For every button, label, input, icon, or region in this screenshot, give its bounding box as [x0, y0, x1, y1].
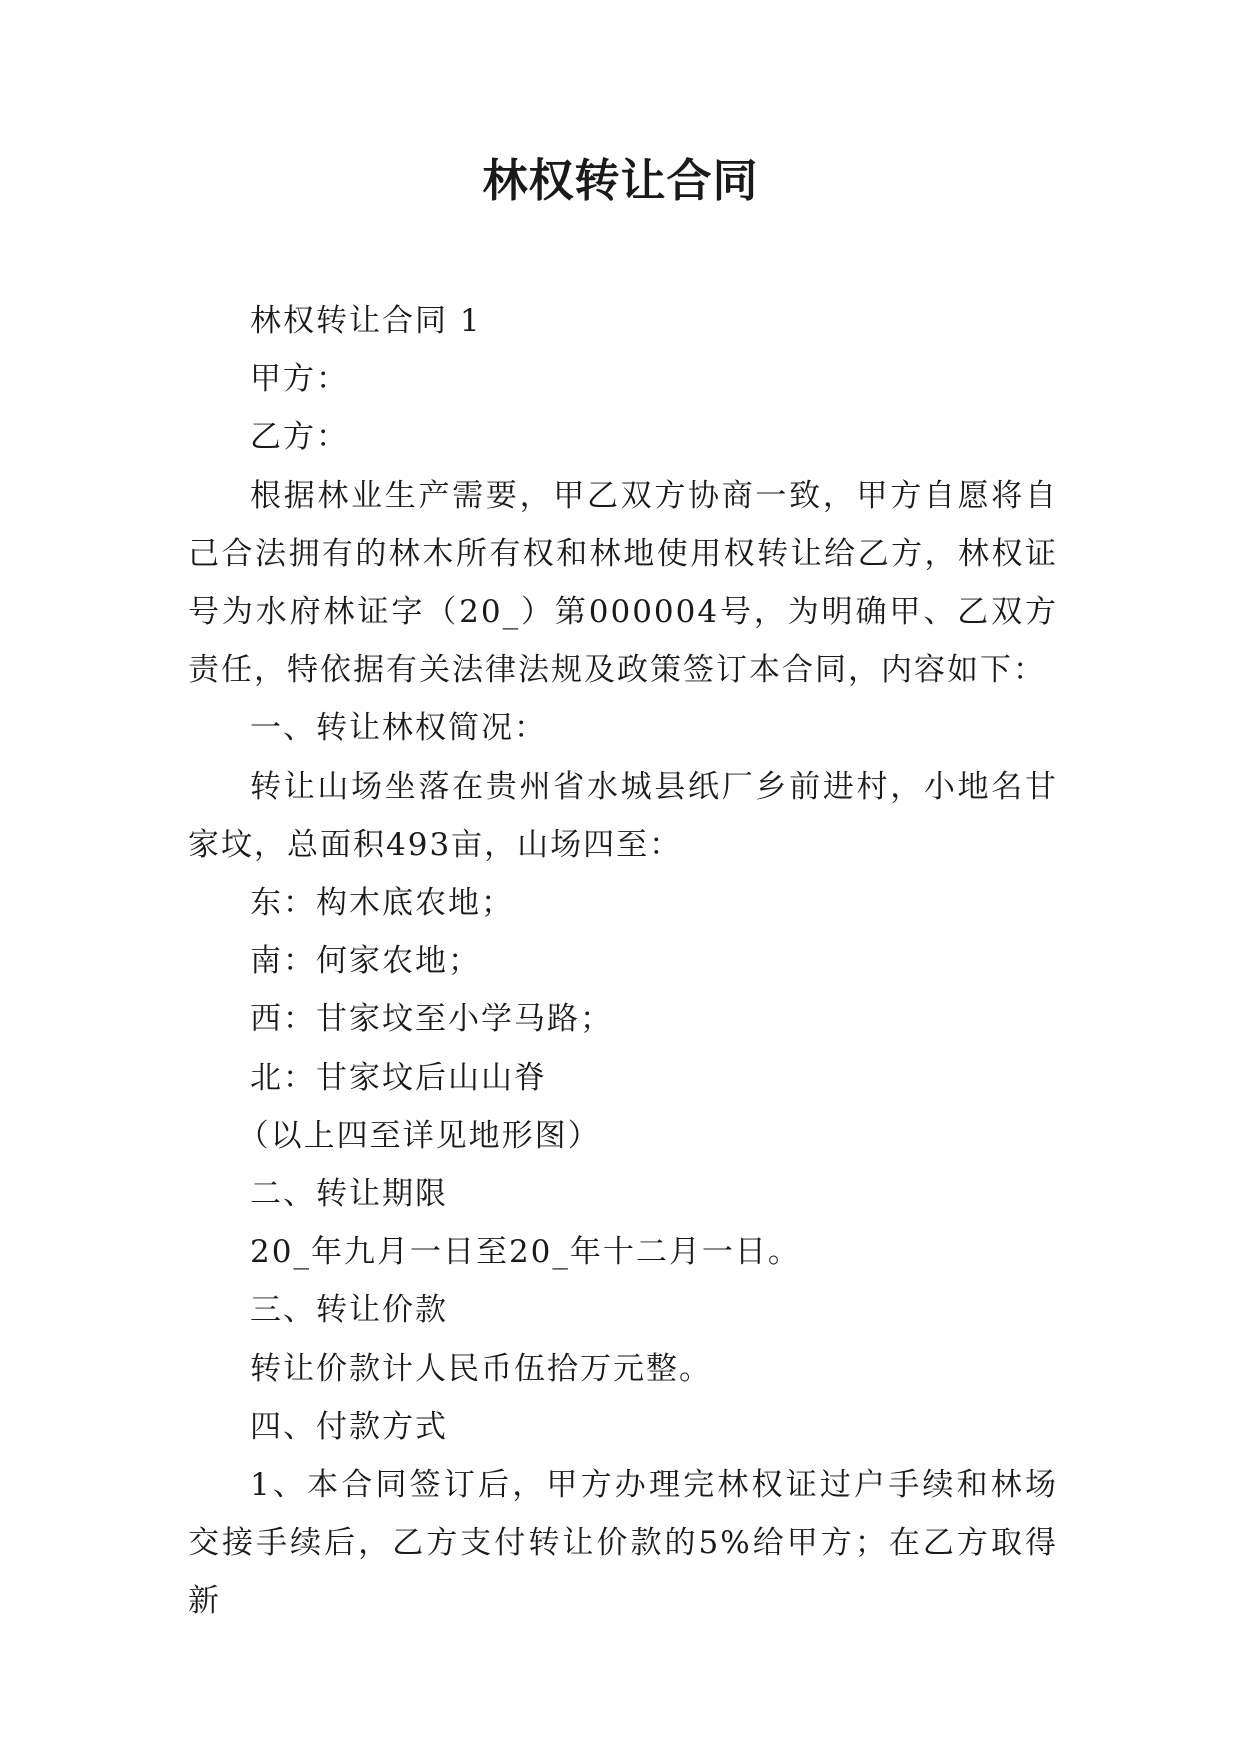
transfer-period: 20_年九月一日至20_年十二月一日。 [250, 1234, 801, 1271]
section-heading-1: 一、转让林权简况： [250, 710, 547, 747]
section-heading-4: 四、付款方式 [250, 1408, 448, 1445]
payment-clause-1: 1、本合同签订后，甲方办理完林权证过户手续和林场交接手续后，乙方支付转让价款的5%给甲方；在乙方取得新 [188, 1467, 1058, 1620]
boundary-south: 南：何家农地； [250, 943, 481, 980]
section-heading-2: 二、转让期限 [250, 1176, 448, 1213]
party-a-line: 甲方： [250, 361, 349, 398]
boundary-west: 西：甘家坟至小学马路； [250, 1001, 613, 1038]
boundary-note: （以上四至详见地形图） [237, 1117, 601, 1154]
transfer-price: 转让价款计人民币伍拾万元整。 [250, 1350, 712, 1387]
contract-subtitle: 林权转让合同 1 [250, 303, 482, 339]
boundary-north: 北：甘家坟后山山脊 [250, 1059, 547, 1096]
boundary-east: 东：构木底农地； [250, 885, 514, 922]
location-paragraph: 转让山场坐落在贵州省水城县纸厂乡前进村，小地名甘家坟，总面积493亩，山场四至： [188, 768, 1058, 863]
preamble-paragraph: 根据林业生产需要，甲乙双方协商一致，甲方自愿将自己合法拥有的林木所有权和林地使用权转让给乙方，林权证号为水府林证字（20_）第000004号，为明确甲、乙双方责任，特依据有关法律法规及政策签订本合同，内容如下： [188, 477, 1058, 689]
document-title: 林权转让合同 [482, 154, 759, 207]
document-body [188, 292, 1058, 1631]
party-b-line: 乙方： [250, 419, 349, 456]
section-heading-3: 三、转让价款 [250, 1292, 448, 1329]
